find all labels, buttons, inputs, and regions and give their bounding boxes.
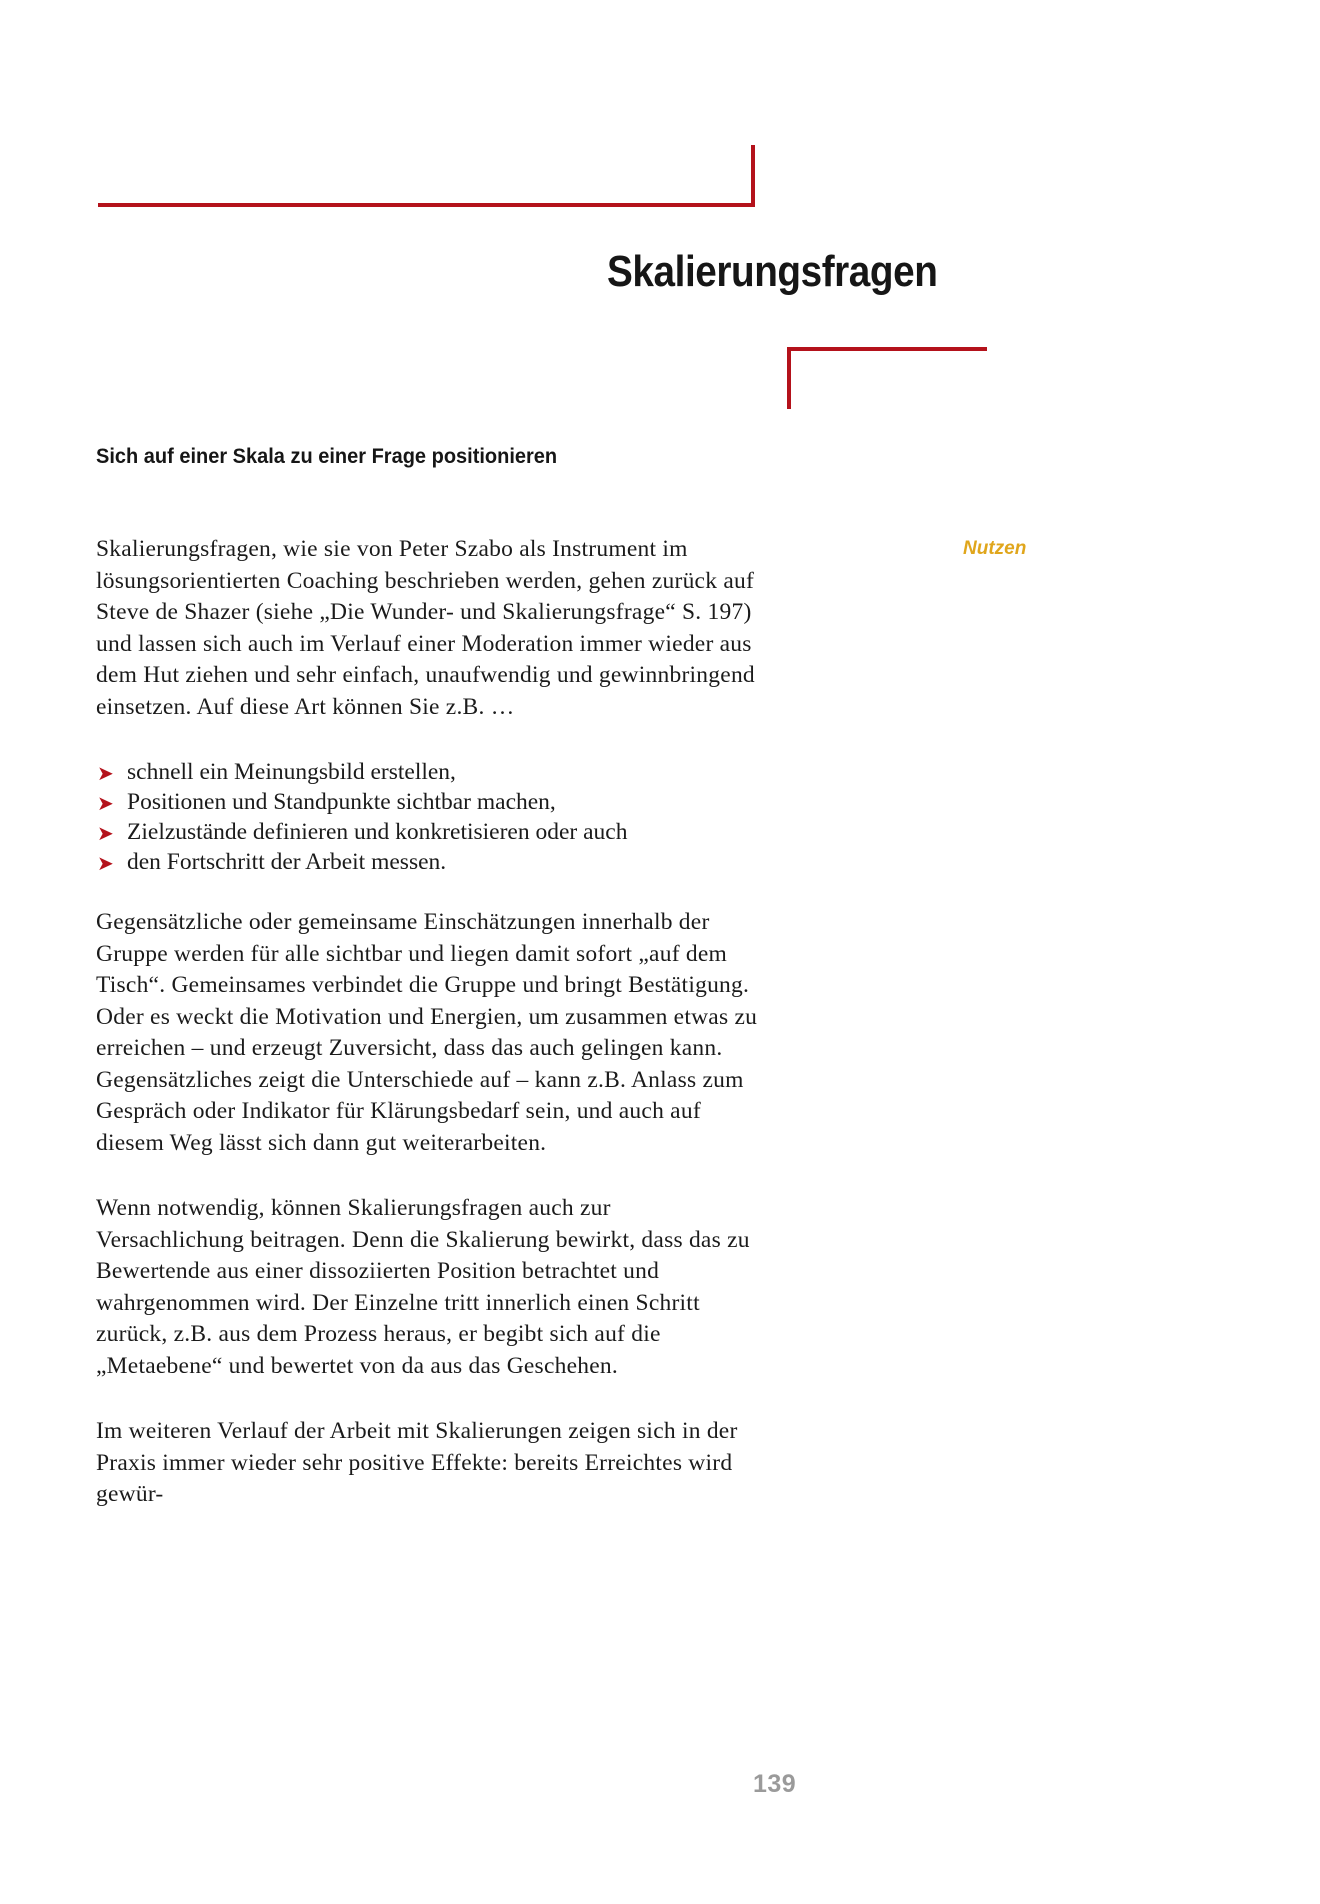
arrow-bullet-icon: ➤ [97, 761, 114, 785]
list-item-label: den Fortschritt der Arbeit messen. [127, 849, 447, 875]
page-title: Skalierungsfragen [606, 247, 937, 296]
arrow-bullet-icon: ➤ [97, 791, 114, 815]
list-item [96, 817, 760, 847]
paragraph: Im weiteren Verlauf der Arbeit mit Skalierungen zeigen sich in der Praxis immer wieder sehr positive Effekte: bereits Erreichtes wird gewür- [96, 1418, 738, 1507]
decorative-rule-sub-horizontal [787, 347, 987, 351]
decorative-rule-top-vertical [751, 145, 755, 207]
bullet-list [96, 757, 760, 877]
list-item [96, 847, 760, 877]
arrow-bullet-icon: ➤ [97, 851, 114, 875]
decorative-rule-top-horizontal [98, 203, 755, 207]
arrow-bullet-icon: ➤ [97, 821, 114, 845]
body-text-column [96, 534, 760, 1511]
paragraph: Wenn notwendig, können Skalierungsfragen auch zur Versachlichung beitragen. Denn die Skalierung bewirkt, dass das zu Bewertende aus einer dissoziierten Position betrachtet und wahrgenommen wird. Der Einzelne tritt innerlich einen Schritt zurück, z.B. aus dem Prozess heraus, er begibt sich auf die „Metaebene“ und bewertet von da aus das Geschehen. [96, 1195, 750, 1379]
section-subheading: Sich auf einer Skala zu einer Frage positionieren [96, 444, 558, 468]
paragraph: Skalierungsfragen, wie sie von Peter Szabo als Instrument im lösungsorientierten Coaching beschrieben werden, gehen zurück auf Steve de Shazer (siehe „Die Wunder- und Skalierungsfrage“ S. 197) und lassen sich auch im Verlauf einer Moderation immer wieder aus dem Hut ziehen und sehr einfach, unaufwendig und gewinnbringend einsetzen. Auf diese Art können Sie z.B. … [96, 536, 755, 720]
page-number: 139 [753, 1770, 797, 1798]
list-item [96, 757, 760, 787]
paragraph: Gegensätzliche oder gemeinsame Einschätzungen innerhalb der Gruppe werden für alle sichtbar und liegen damit sofort „auf dem Tisch“. Gemeinsames verbindet die Gruppe und bringt Bestätigung. Oder es weckt die Motivation und Energien, um zusammen etwas zu erreichen – und erzeugt Zuversicht, dass das auch gelingen kann. Gegensätzliches zeigt die Unterschiede auf – kann z.B. Anlass zum Gespräch oder Indikator für Klärungsbedarf sein, und auch auf diesem Weg lässt sich dann gut weiterarbeiten. [96, 909, 758, 1156]
margin-note-nutzen: Nutzen [963, 538, 1027, 559]
list-item-label: schnell ein Meinungsbild erstellen, [127, 759, 456, 785]
list-item [96, 787, 760, 817]
list-item-label: Positionen und Standpunkte sichtbar machen, [127, 789, 556, 815]
decorative-rule-sub-vertical [787, 347, 791, 409]
list-item-label: Zielzustände definieren und konkretisieren oder auch [127, 819, 628, 845]
